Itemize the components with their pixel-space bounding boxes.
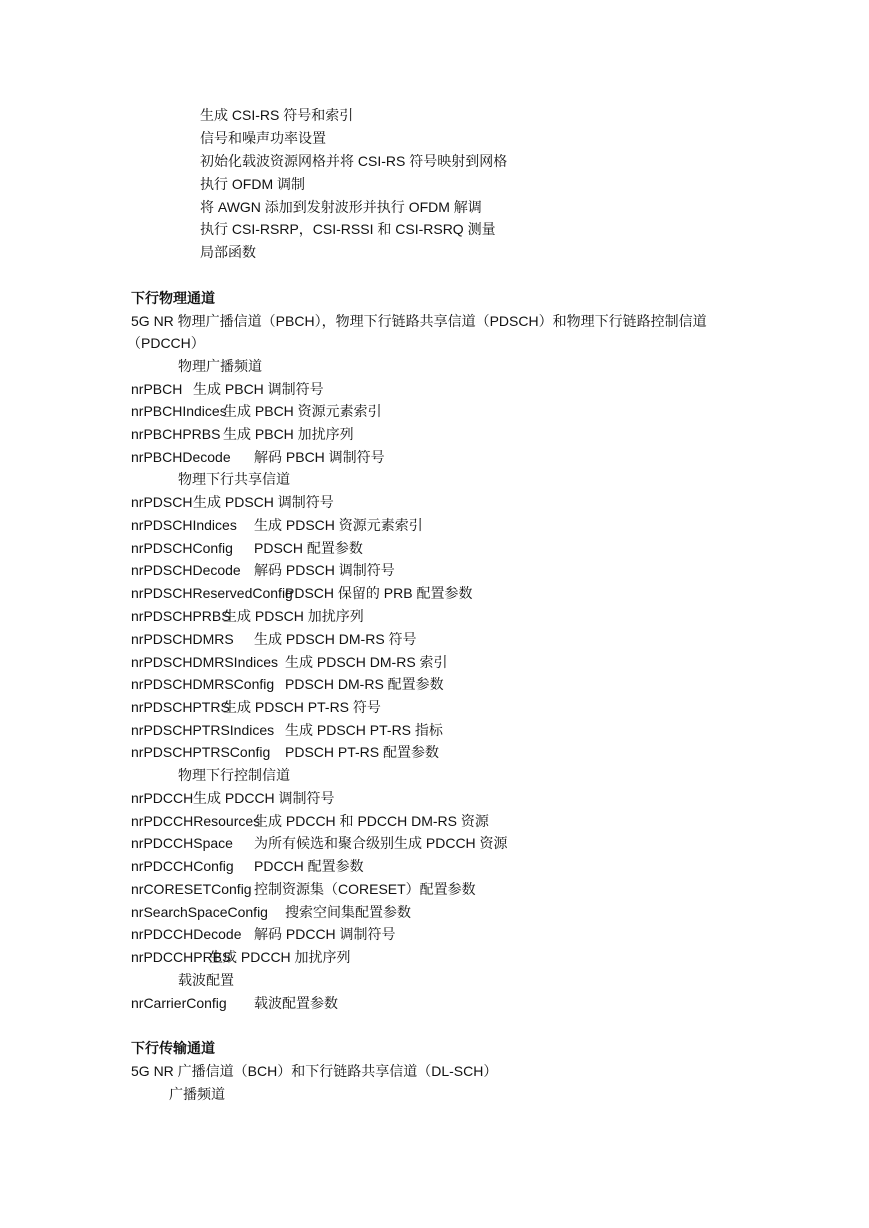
function-name: nrPDCCHSpace xyxy=(131,835,233,851)
function-name: nrPBCHPRBS xyxy=(131,426,221,442)
function-desc: 生成 PDSCH DM-RS 符号 xyxy=(254,631,417,647)
function-row xyxy=(131,993,338,1013)
function-desc: 生成 PBCH 加扰序列 xyxy=(223,426,354,442)
function-desc: 搜索空间集配置参数 xyxy=(285,904,411,920)
function-desc: 解码 PBCH 调制符号 xyxy=(254,449,385,465)
function-row xyxy=(131,447,385,467)
function-name: nrPDSCH xyxy=(131,494,193,510)
function-row xyxy=(131,902,411,922)
section-heading: 下行传输通道 xyxy=(131,1040,215,1056)
function-name: nrPDSCHDMRSConfig xyxy=(131,676,275,692)
function-name: nrPDSCHConfig xyxy=(131,540,233,556)
function-name: nrPDSCHIndices xyxy=(131,517,237,533)
function-desc: PDSCH DM-RS 配置参数 xyxy=(285,676,444,692)
function-desc: 生成 PDSCH DM-RS 索引 xyxy=(285,654,448,670)
function-desc: 载波配置参数 xyxy=(254,995,338,1011)
function-desc: 生成 PDCCH 调制符号 xyxy=(193,790,335,806)
intro-list-item: 将 AWGN 添加到发射波形并执行 OFDM 解调 xyxy=(200,199,482,215)
function-desc: 生成 PDSCH 加扰序列 xyxy=(223,608,364,624)
function-name: nrPDSCHPRBS xyxy=(131,608,231,624)
function-desc: 生成 PBCH 资源元素索引 xyxy=(223,403,382,419)
function-name: nrPBCHIndices xyxy=(131,403,227,419)
function-name: nrPDCCHResources xyxy=(131,813,261,829)
function-desc: PDSCH PT-RS 配置参数 xyxy=(285,744,440,760)
function-desc: PDSCH 保留的 PRB 配置参数 xyxy=(285,585,473,601)
function-row xyxy=(131,515,423,535)
function-row xyxy=(131,674,444,694)
function-name: nrPDSCHDecode xyxy=(131,562,241,578)
intro-list-item: 初始化载波资源网格并将 CSI-RS 符号映射到网格 xyxy=(200,153,508,169)
group-heading: 物理下行共享信道 xyxy=(178,471,290,487)
function-row xyxy=(131,947,351,967)
intro-list-item: 局部函数 xyxy=(200,244,256,260)
function-row xyxy=(131,742,440,762)
function-row xyxy=(131,879,476,899)
function-desc: 控制资源集（CORESET）配置参数 xyxy=(254,881,476,897)
function-row xyxy=(131,379,324,399)
function-desc: 生成 PDSCH 资源元素索引 xyxy=(254,517,423,533)
function-row xyxy=(131,560,395,580)
function-name: nrPDSCHDMRSIndices xyxy=(131,654,279,670)
function-row xyxy=(131,401,382,421)
function-name: nrSearchSpaceConfig xyxy=(131,904,268,920)
group-heading: 广播频道 xyxy=(169,1086,225,1102)
function-row xyxy=(131,811,489,831)
section-description: （PDCCH） xyxy=(127,335,205,351)
function-desc: 生成 PDCCH 和 PDCCH DM-RS 资源 xyxy=(254,813,489,829)
function-name: nrPDSCHPTRS xyxy=(131,699,230,715)
function-row xyxy=(131,652,448,672)
group-heading: 载波配置 xyxy=(178,972,234,988)
function-row xyxy=(131,606,364,626)
function-desc: 生成 PDSCH PT-RS 指标 xyxy=(285,722,443,738)
function-name: nrCarrierConfig xyxy=(131,995,227,1011)
section-description: 5G NR 物理广播信道（PBCH），物理下行链路共享信道（PDSCH）和物理下行链路控制信道 xyxy=(131,313,707,329)
function-row xyxy=(131,424,354,444)
section-description: 5G NR 广播信道（BCH）和下行链路共享信道（DL-SCH） xyxy=(131,1063,498,1079)
function-row xyxy=(131,583,473,603)
intro-list-item: 生成 CSI-RS 符号和索引 xyxy=(200,107,354,123)
function-desc: 生成 PDSCH PT-RS 符号 xyxy=(223,699,381,715)
function-desc: 解码 PDCCH 调制符号 xyxy=(254,926,396,942)
function-name: nrPDSCHReservedConfig xyxy=(131,585,293,601)
function-name: nrPBCHDecode xyxy=(131,449,231,465)
function-name: nrPDSCHDMRS xyxy=(131,631,234,647)
function-desc: 生成 PDSCH 调制符号 xyxy=(193,494,334,510)
function-row xyxy=(131,697,381,717)
function-name: nrPDCCHDecode xyxy=(131,926,242,942)
group-heading: 物理下行控制信道 xyxy=(178,767,290,783)
function-desc: 生成 PDCCH 加扰序列 xyxy=(209,949,351,965)
function-row xyxy=(131,833,508,853)
function-row xyxy=(131,924,396,944)
function-desc: PDCCH 配置参数 xyxy=(254,858,364,874)
function-desc: 生成 PBCH 调制符号 xyxy=(193,381,324,397)
section-heading: 下行物理通道 xyxy=(131,290,215,306)
function-name: nrPDCCHConfig xyxy=(131,858,234,874)
function-row xyxy=(131,538,363,558)
intro-list-item: 执行 OFDM 调制 xyxy=(200,176,305,192)
function-name: nrPDSCHPTRSConfig xyxy=(131,744,271,760)
intro-list-item: 信号和噪声功率设置 xyxy=(200,130,326,146)
function-name: nrPDSCHPTRSIndices xyxy=(131,722,275,738)
function-row xyxy=(131,856,364,876)
function-desc: 解码 PDSCH 调制符号 xyxy=(254,562,395,578)
function-desc: 为所有候选和聚合级别生成 PDCCH 资源 xyxy=(254,835,508,851)
intro-list-item: 执行 CSI-RSRP，CSI-RSSI 和 CSI-RSRQ 测量 xyxy=(200,221,496,237)
function-row xyxy=(131,788,335,808)
function-row xyxy=(131,629,417,649)
function-name: nrCORESETConfig xyxy=(131,881,252,897)
function-desc: PDSCH 配置参数 xyxy=(254,540,363,556)
function-row xyxy=(131,492,334,512)
function-name: nrPBCH xyxy=(131,381,183,397)
function-name: nrPDCCH xyxy=(131,790,194,806)
function-name: nrPDCCHPRBS xyxy=(131,949,232,965)
function-row xyxy=(131,720,443,740)
group-heading: 物理广播频道 xyxy=(178,358,262,374)
